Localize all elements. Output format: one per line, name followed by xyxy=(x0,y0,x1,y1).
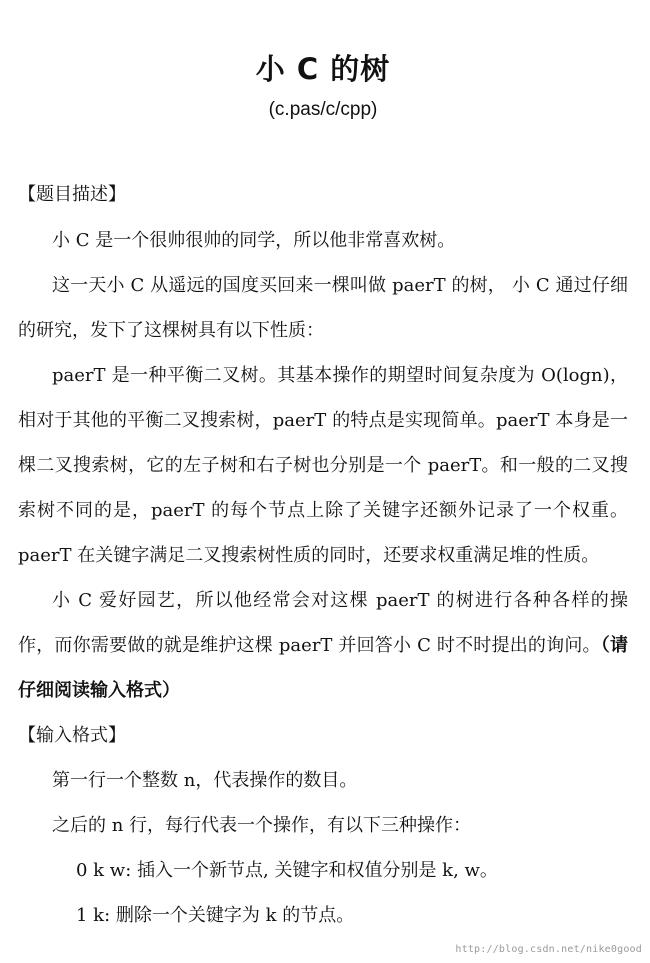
description-paragraph-2: 这一天小 C 从遥远的国度买回来一棵叫做 paerT 的树， 小 C 通过仔细的研究，发下了这棵树具有以下性质： xyxy=(18,275,628,341)
operation-line-1: 0 k w: 插入一个新节点, 关键字和权值分别是 k, w。 xyxy=(76,860,498,881)
description-emphasis: （请仔细阅读输入格式） xyxy=(18,635,628,701)
input-paragraph-1: 第一行一个整数 n，代表操作的数目。 xyxy=(52,770,358,791)
description-paragraph-4-text: 小 C 爱好园艺，所以他经常会对这棵 paerT 的树进行各种各样的操作，而你需要做的就是维护这棵 paerT 并回答小 C 时不时提出的询问。 xyxy=(18,590,628,656)
page-title: 小 C 的树 xyxy=(255,52,391,86)
watermark: http://blog.csdn.net/nike0good xyxy=(455,944,642,955)
description-paragraph-3: paerT 是一种平衡二叉树。其基本操作的期望时间复杂度为 O(logn)，相对于其他的平衡二叉搜索树，paerT 的特点是实现简单。paerT 本身是一棵二叉搜索树，它的左子树和右子树也分别是一个 paerT。和一般的二叉搜索树不同的是，paerT 的每个节点上除了关键字还额外记录了一个权重。paerT 在关键字满足二叉搜索树性质的同时，还要求权重满足堆的性质。 xyxy=(18,365,628,566)
description-paragraph-4 xyxy=(18,578,628,713)
description-heading: 【题目描述】 xyxy=(18,184,126,205)
description-paragraph-1: 小 C 是一个很帅很帅的同学，所以他非常喜欢树。 xyxy=(52,230,456,251)
input-paragraph-2: 之后的 n 行，每行代表一个操作，有以下三种操作： xyxy=(52,815,472,836)
operation-line-2: 1 k: 删除一个关键字为 k 的节点。 xyxy=(76,905,355,926)
input-heading: 【输入格式】 xyxy=(18,725,126,746)
page-subtitle: (c.pas/c/cpp) xyxy=(268,99,378,120)
